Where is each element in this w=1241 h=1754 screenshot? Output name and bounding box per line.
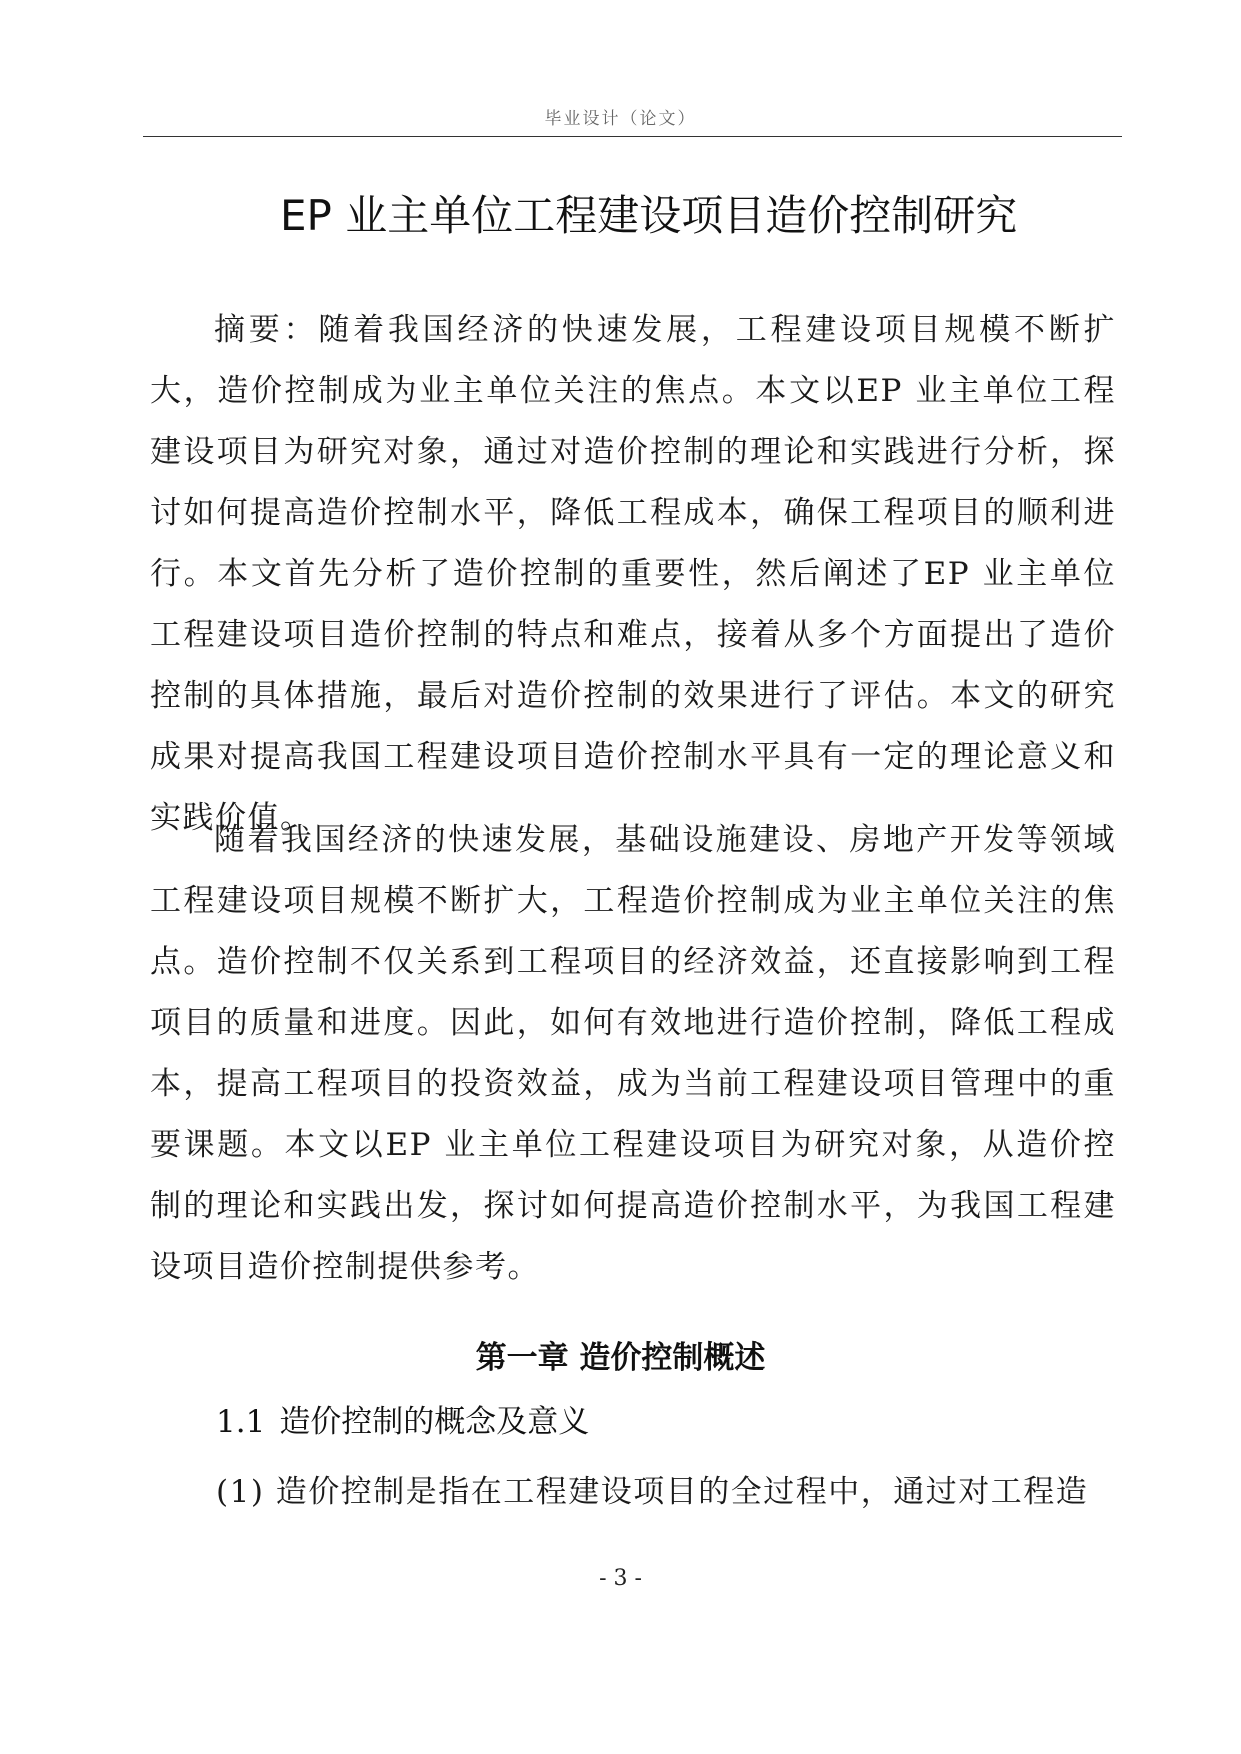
page-number: - 3 - <box>599 1566 642 1591</box>
running-header: 毕业设计（论文） <box>544 109 697 129</box>
numbered-item: (1) 造价控制是指在工程建设项目的全过程中，通过对工程造 <box>216 1474 1089 1510</box>
introduction-section <box>150 810 1116 1298</box>
header-divider <box>143 136 1122 137</box>
abstract-section <box>150 300 1116 849</box>
section-heading <box>216 1396 589 1441</box>
introduction-paragraph: 随着我国经济的快速发展，基础设施建设、房地产开发等领域工程建设项目规模不断扩大，工程造价控制成为业主单位关注的焦点。造价控制不仅关系到工程项目的经济效益，还直接影响到工程项目的质量和进度。因此，如何有效地进行造价控制，降低工程成本，提高工程项目的投资效益，成为当前工程建设项目管理中的重要课题。本文以EP 业主单位工程建设项目为研究对象，从造价控制的理论和实践出发，探讨如何提高造价控制水平，为我国工程建设项目造价控制提供参考。 <box>150 822 1116 1285</box>
document-title: EP 业主单位工程建设项目造价控制研究 <box>280 191 1018 240</box>
section-number: 1.1 <box>216 1404 266 1440</box>
chapter-heading: 第一章 造价控制概述 <box>475 1340 766 1376</box>
section-heading-text: 造价控制的概念及意义 <box>279 1404 590 1440</box>
abstract-paragraph: 摘要：随着我国经济的快速发展，工程建设项目规模不断扩大，造价控制成为业主单位关注的焦点。本文以EP 业主单位工程建设项目为研究对象，通过对造价控制的理论和实践进行分析，探讨如何提高造价控制水平，降低工程成本，确保工程项目的顺利进行。本文首先分析了造价控制的重要性，然后阐述了EP 业主单位工程建设项目造价控制的特点和难点，接着从多个方面提出了造价控制的具体措施，最后对造价控制的效果进行了评估。本文的研究成果对提高我国工程建设项目造价控制水平具有一定的理论意义和实践价值。 <box>150 312 1116 836</box>
